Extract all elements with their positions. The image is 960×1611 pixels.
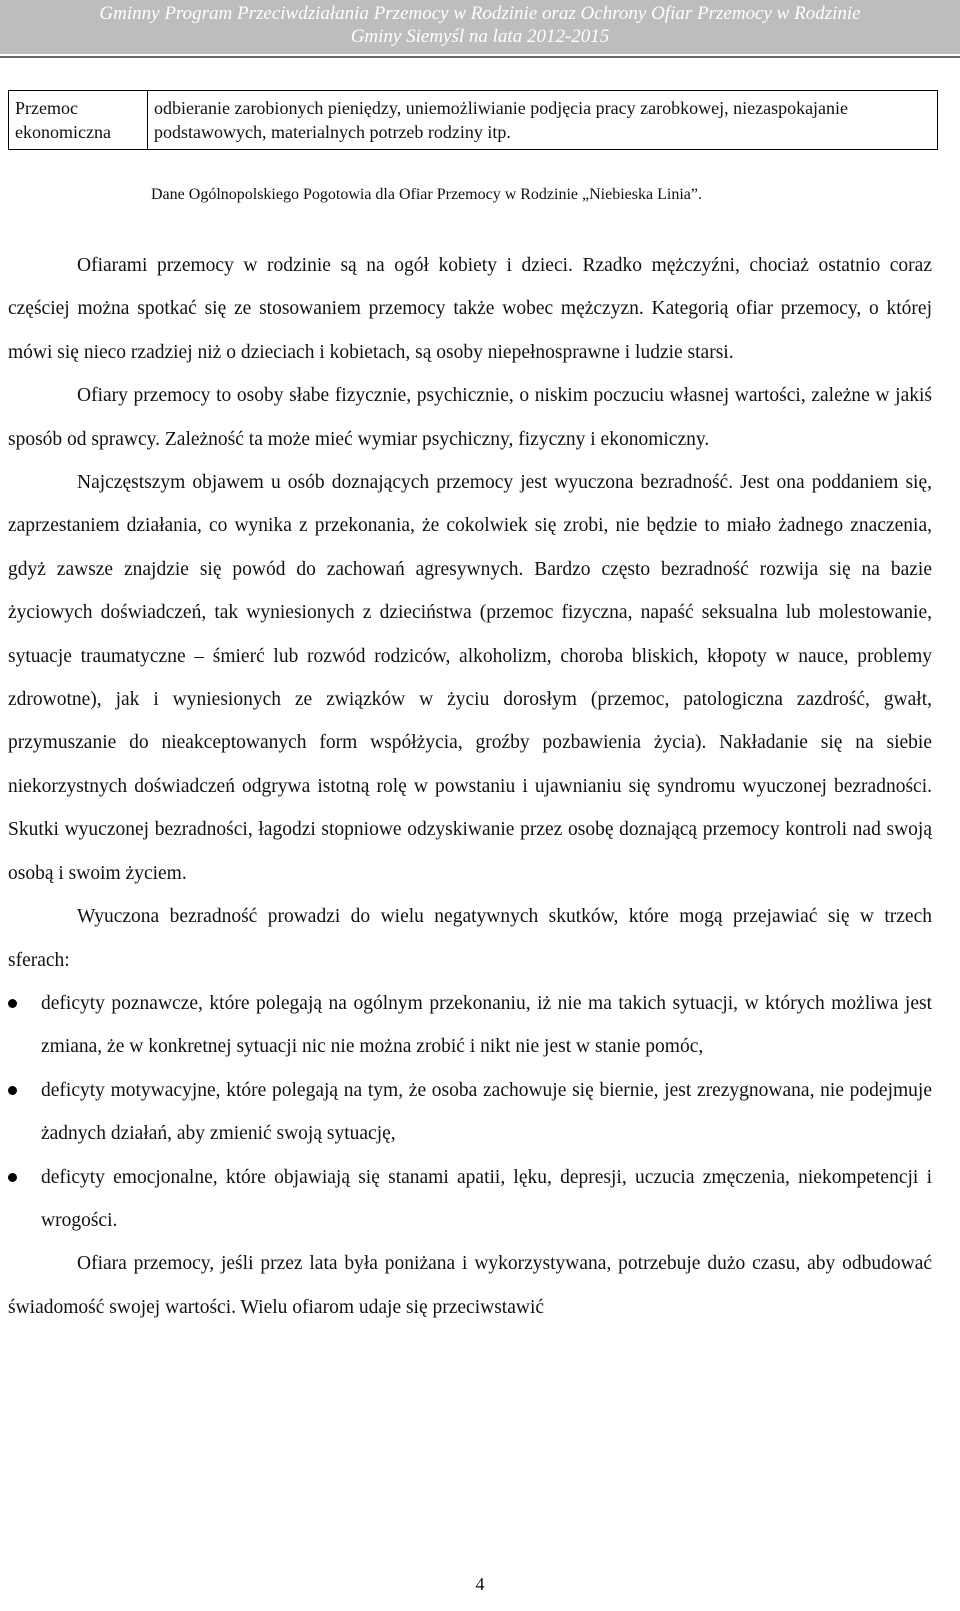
bullet-icon xyxy=(8,999,17,1008)
table-row xyxy=(9,91,938,150)
bullet-icon xyxy=(8,1173,17,1182)
list-item xyxy=(8,1156,932,1243)
deficits-list xyxy=(8,982,932,1242)
term-cell: Przemoc ekonomiczna xyxy=(9,91,148,150)
list-item-text: deficyty motywacyjne, które polegają na tym, że osoba zachowuje się biernie, jest zrezygnowana, nie podejmuje żadnych działań, aby zmienić swoją sytuację, xyxy=(41,1079,932,1145)
paragraph-learned-helplessness: Najczęstszym objawem u osób doznających przemocy jest wyuczona bezradność. Jest ona poddaniem się, zaprzestaniem działania, co wynika z przekonania, że cokolwiek się zrobi, nie będzie to miało żadnego znaczenia, gdyż zawsze znajdzie się powód do zachowań agresywnych. Bardzo często bezradność rozwija się na bazie życiowych doświadczeń, tak wyniesionych z dzieciństwa (przemoc fizyczna, napaść seksualna lub molestowanie, sytuacje traumatyczne – śmierć lub rozwód rodziców, alkoholizm, choroba bliskich, kłopoty w nauce, problemy zdrowotne), jak i wyniesionych ze związków w życiu dorosłym (przemoc, patologiczna zazdrość, gwałt, przymuszanie do nieakceptowanych form współżycia, groźby pozbawienia życia). Nakładanie się na siebie niekorzystnych doświadczeń odgrywa istotną rolę w powstaniu i ujawnianiu się syndromu wyuczonej bezradności. Skutki wyuczonej bezradności, łagodzi stopniowe odzyskiwanie przez osobę doznającą przemocy kontroli nad swoją osobą i swoim życiem. xyxy=(8,472,932,884)
page-number: 4 xyxy=(475,1574,485,1594)
header-divider xyxy=(0,56,960,58)
body-text xyxy=(8,244,932,1329)
description-cell: odbieranie zarobionych pieniędzy, uniemożliwianie podjęcia pracy zarobkowej, niezaspokajanie podstawowych, materialnych potrzeb rodziny itp. xyxy=(148,91,938,150)
definition-table xyxy=(8,90,938,150)
paragraph-effects-intro: Wyuczona bezradność prowadzi do wielu negatywnych skutków, które mogą przejawiać się w trzech sferach: xyxy=(8,906,932,971)
list-item-text: deficyty poznawcze, które polegają na ogólnym przekonaniu, iż nie ma takich sytuacji, w których możliwa jest zmiana, że w konkretnej sytuacji nic nie można zrobić i nikt nie jest w stanie pomóc, xyxy=(41,992,932,1058)
page-header xyxy=(0,0,960,54)
paragraph-victims: Ofiarami przemocy w rodzinie są na ogół kobiety i dzieci. Rzadko mężczyźni, chociaż ostatnio coraz częściej można spotkać się ze stosowaniem przemocy także wobec mężczyzn. Kategorią ofiar przemocy, o której mówi się nieco rzadziej niż o dzieciach i kobietach, są osoby niepełnosprawne i ludzie starsi. xyxy=(8,255,932,363)
paragraph-victim-recovery: Ofiara przemocy, jeśli przez lata była poniżana i wykorzystywana, potrzebuje dużo czasu, aby odbudować świadomość swojej wartości. Wielu ofiarom udaje się przeciwstawić xyxy=(8,1253,932,1318)
header-line-1: Gminny Program Przeciwdziałania Przemocy w Rodzinie oraz Ochrony Ofiar Przemocy w Rodzinie xyxy=(99,3,861,24)
header-line-2: Gminy Siemyśl na lata 2012-2015 xyxy=(350,26,610,47)
source-note: Dane Ogólnopolskiego Pogotowia dla Ofiar Przemocy w Rodzinie „Niebieska Linia”. xyxy=(151,186,702,203)
list-item xyxy=(8,982,932,1069)
list-item xyxy=(8,1069,932,1156)
bullet-icon xyxy=(8,1086,17,1095)
list-item-text: deficyty emocjonalne, które objawiają się stanami apatii, lęku, depresji, uczucia zmęczenia, niekompetencji i wrogości. xyxy=(41,1166,932,1231)
paragraph-weak-persons: Ofiary przemocy to osoby słabe fizycznie, psychicznie, o niskim poczuciu własnej wartości, zależne w jakiś sposób od sprawcy. Zależność ta może mieć wymiar psychiczny, fizyczny i ekonomiczny. xyxy=(8,385,932,450)
